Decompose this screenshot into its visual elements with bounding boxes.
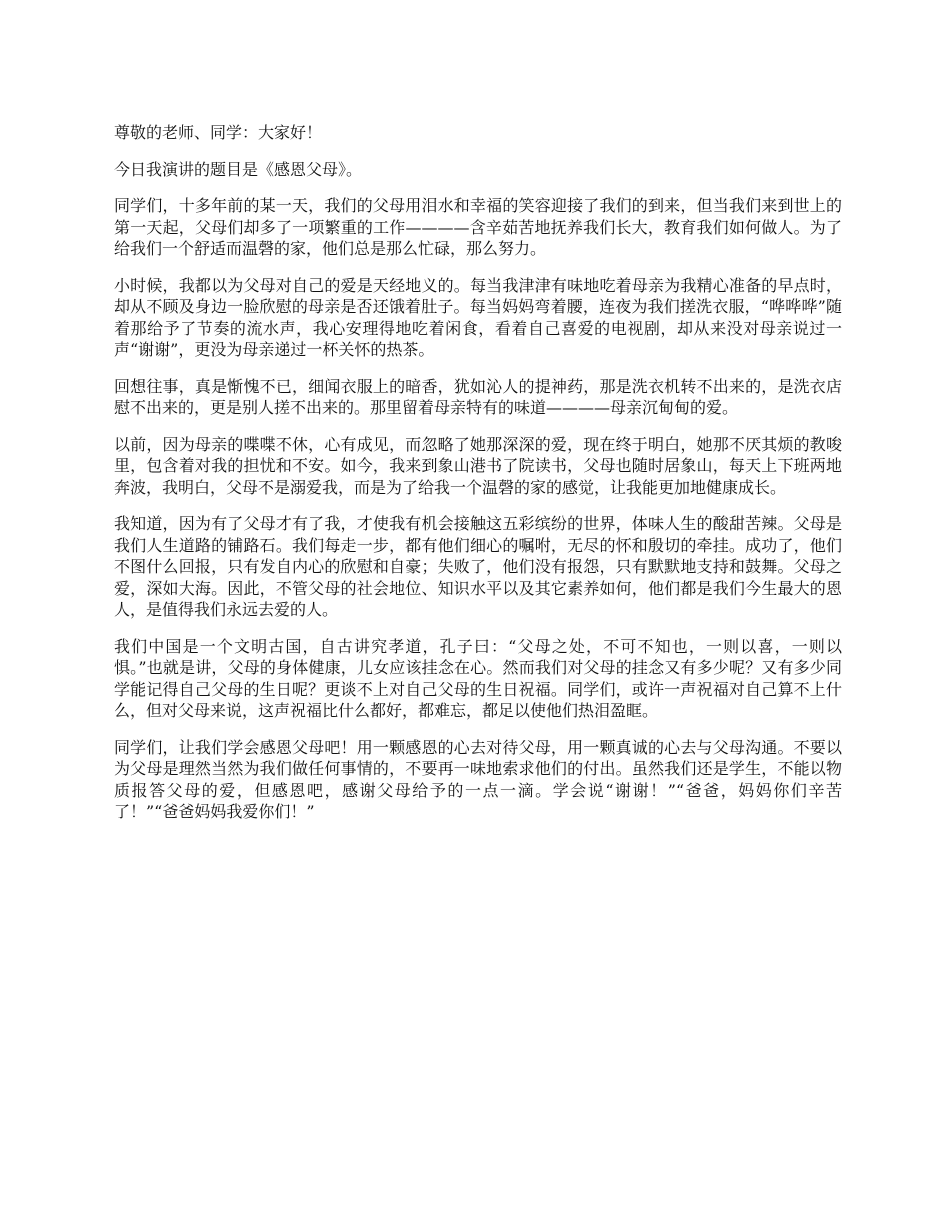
paragraph-7: 我知道，因为有了父母才有了我，才使我有机会接触这五彩缤纷的世界，体味人生的酸甜苦辣。父母是我们人生道路的铺路石。我们每走一步，都有他们细心的嘱咐，无尽的怀和殷切的牵挂。成功了，他们不图什么回报，只有发自内心的欣慰和自豪；失败了，他们没有报怨，只有默默地支持和鼓舞。父母之爱，深如大海。因此，不管父母的社会地位、知识水平以及其它素养如何，他们都是我们今生最大的恩人，是值得我们永远去爱的人。 — [114, 514, 842, 619]
paragraph-5: 回想往事，真是惭愧不已，细闻衣服上的暗香，犹如沁人的提神药，那是洗衣机转不出来的，是洗衣店慰不出来的，更是别人搓不出来的。那里留着母亲特有的味道————母亲沉甸甸的爱。 — [114, 376, 842, 417]
paragraph-3: 同学们，十多年前的某一天，我们的父母用泪水和幸福的笑容迎接了我们的到来，但当我们来到世上的第一天起，父母们却多了一项繁重的工作————含辛茹苦地抚养我们长大，教育我们如何做人。为了给我们一个舒适而温磬的家，他们总是那么忙碌，那么努力。 — [114, 196, 842, 258]
paragraph-4: 小时候，我都以为父母对自己的爱是天经地义的。每当我津津有味地吃着母亲为我精心准备的早点时，却从不顾及身边一脸欣慰的母亲是否还饿着肚子。每当妈妈弯着腰，连夜为我们搓洗衣服，“哗哗哗”随着那给予了节奏的流水声，我心安理得地吃着闲食，看着自己喜爱的电视剧，却从来没对母亲说过一声“谢谢”，更没为母亲递过一杯关怀的热茶。 — [114, 275, 842, 359]
paragraph-9: 同学们，让我们学会感恩父母吧！用一颗感恩的心去对待父母，用一颗真诚的心去与父母沟通。不要以为父母是理然当然为我们做任何事情的，不要再一味地索求他们的付出。虽然我们还是学生，不能以物质报答父母的爱，但感恩吧，感谢父母给予的一点一滴。学会说“谢谢！”“爸爸，妈妈你们辛苦了！”“爸爸妈妈我爱你们！” — [114, 737, 842, 821]
paragraph-8: 我们中国是一个文明古国，自古讲究孝道，孔子曰：“父母之处，不可不知也，一则以喜，一则以惧。”也就是讲，父母的身体健康，儿女应该挂念在心。然而我们对父母的挂念又有多少呢？又有多少同学能记得自己父母的生日呢？更谈不上对自己父母的生日祝福。同学们，或许一声祝福对自己算不上什么，但对父母来说，这声祝福比什么都好，都难忘，都足以使他们热泪盈眶。 — [114, 636, 842, 720]
paragraph-topic: 今日我演讲的题目是《感恩父母》。 — [114, 159, 363, 179]
paragraph-6: 以前，因为母亲的喋喋不休，心有成见，而忽略了她那深深的爱，现在终于明白，她那不厌其烦的教唆里，包含着对我的担忧和不安。如今，我来到象山港书了院读书，父母也随时居象山，每天上下班两地奔波，我明白，父母不是溺爱我，而是为了给我一个温磬的家的感觉，让我能更加地健康成长。 — [114, 434, 842, 497]
document-body — [114, 122, 842, 838]
paragraph-greeting: 尊敬的老师、同学：大家好！ — [114, 123, 323, 142]
